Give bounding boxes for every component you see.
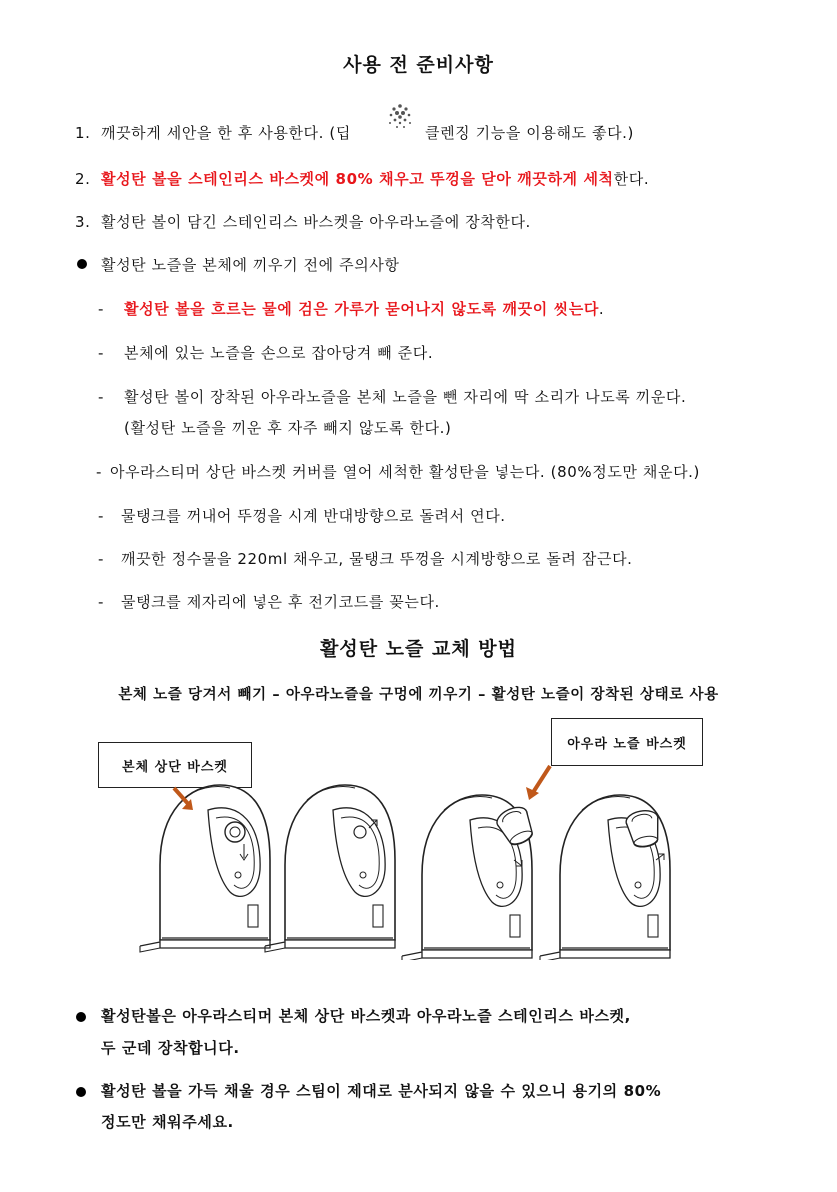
caution-item [98,386,686,407]
dash: - [98,388,105,406]
dash: - [98,593,105,611]
step-3 [75,211,531,232]
caution-item [98,298,604,319]
step-number: 3. [75,213,91,231]
step-number: 1. [75,124,91,142]
steamer-figure [140,785,270,952]
section-subtitle: 본체 노즐 당겨서 빼기 – 아우라노즐을 구멍에 끼우기 – 활성탄 노즐이 장착된 상태로 사용 [118,687,719,703]
dash: - [98,344,105,362]
callout-top-basket: 본체 상단 바스켓 [98,742,252,788]
caution-text: 아우라스티머 상단 바스켓 커버를 열어 세척한 활성탄을 넣는다. (80%정도만 채운다.) [110,463,700,481]
step-text: 활성탄 볼이 담긴 스테인리스 바스켓을 아우라노즐에 장착한다. [101,213,531,231]
bullet-icon [77,259,87,269]
step-1 [75,122,351,143]
dash: - [98,300,105,318]
caution-item [98,548,633,569]
dip-cleansing-icon [384,100,416,132]
note-2-line-2: 정도만 채워주세요. [101,1113,234,1131]
caution-tail: . [598,300,605,318]
caution-text: 활성탄 볼이 장착된 아우라노즐을 본체 노즐을 뺀 자리에 딱 소리가 나도록 끼운다. [124,388,687,406]
callout-aura-nozzle-basket: 아우라 노즐 바스켓 [551,718,703,766]
step-text-tail: 한다. [613,170,650,188]
bullet-icon [76,1087,86,1097]
note-1-line-1: 활성탄볼은 아우라스티머 본체 상단 바스켓과 아우라노즐 스테인리스 바스켓, [101,1007,631,1025]
steamer-figure [265,785,395,952]
caution-text: 본체에 있는 노즐을 손으로 잡아당겨 빼 준다. [124,344,434,362]
caution-item [98,505,506,526]
bullet-icon [76,1012,86,1022]
note-2-line-1: 활성탄 볼을 가득 채울 경우 스팀이 제대로 분사되지 않을 수 있으니 용기의 80% [101,1082,662,1100]
caution-item [98,342,433,363]
step-2 [75,168,649,189]
dash: - [98,507,105,525]
caution-item [96,461,700,482]
steamer-figure [540,795,670,960]
step-text-highlight: 활성탄 볼을 스테인리스 바스켓에 80% 채우고 뚜껑을 닫아 깨끗하게 세척 [101,170,614,188]
step-1-tail: 클렌징 기능을 이용해도 좋다.) [425,124,635,142]
caution-text: 물탱크를 꺼내어 뚜껑을 시계 반대방향으로 돌려서 연다. [121,507,506,525]
steamer-figure [402,795,538,960]
page-title: 사용 전 준비사항 [343,54,494,76]
callout-arrow-icon [532,766,550,794]
dash: - [96,463,103,481]
step-number: 2. [75,170,91,188]
caution-item [98,591,440,612]
caution-text: 물탱크를 제자리에 넣은 후 전기코드를 꽂는다. [121,593,440,611]
dash: - [98,550,105,568]
caution-heading: 활성탄 노즐을 본체에 끼우기 전에 주의사항 [101,256,400,274]
section-title: 활성탄 노즐 교체 방법 [319,638,518,660]
steamer-illustration [130,760,690,960]
caution-item-continuation: (활성탄 노즐을 끼운 후 자주 빼지 않도록 한다.) [124,419,452,437]
step-text: 깨끗하게 세안을 한 후 사용한다. (딥 [101,124,351,142]
caution-text-highlight: 활성탄 볼을 흐르는 물에 검은 가루가 묻어나지 않도록 깨끗이 씻는다 [124,300,599,318]
note-1-line-2: 두 군데 장착합니다. [101,1039,240,1057]
caution-text: 깨끗한 정수물을 220ml 채우고, 물탱크 뚜껑을 시계방향으로 돌려 잠근다. [121,550,633,568]
